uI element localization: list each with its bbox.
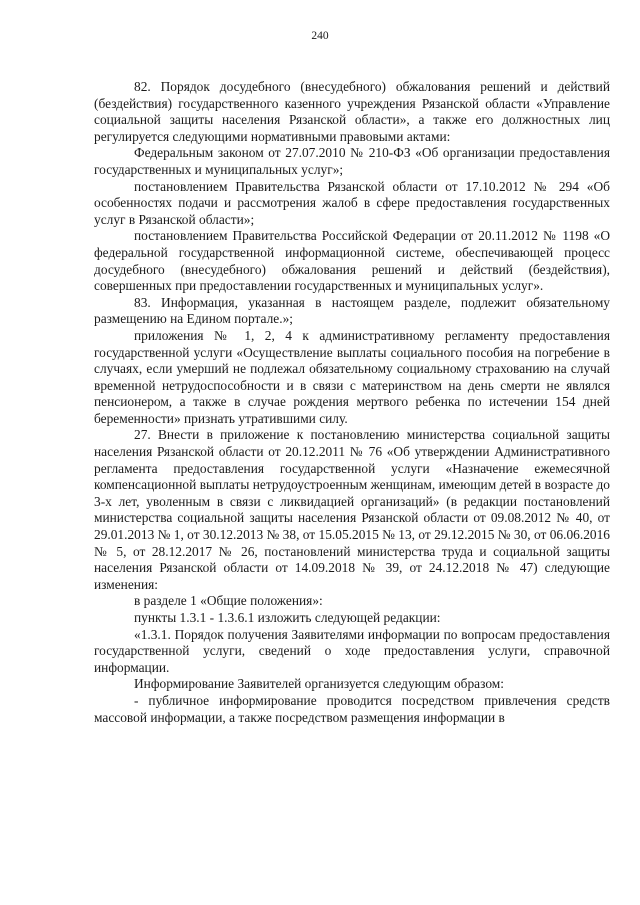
paragraph-ryazan-resolution: постановлением Правительства Рязанской области от 17.10.2012 № 294 «Об особенностях подачи и рассмотрения жалоб в сфере предоставления государственных услуг в Рязанской области»; <box>94 178 610 227</box>
paragraph-83-information: 83. Информация, указанная в настоящем разделе, подлежит обязательному размещению на Едином портале.»; <box>94 294 610 327</box>
paragraph-section-1: в разделе 1 «Общие положения»: <box>134 593 323 609</box>
document-body <box>94 79 610 726</box>
paragraph-rf-resolution: постановлением Правительства Российской Федерации от 20.11.2012 № 1198 «О федеральной государственной информационной системе, обеспечивающей процесс досудебного (внесудебного) обжалования решений и действий (бездействия), совершенных при предоставлении государственных и муниципальных услуг». <box>94 228 610 294</box>
paragraph-public-informing: - публичное информирование проводится посредством привлечения средств массовой информации, а также посредством размещения информации в <box>94 692 610 725</box>
paragraph-27-amendments: 27. Внести в приложение к постановлению министерства социальной защиты населения Рязанской области от 20.12.2011 № 76 «Об утверждении Административного регламента предоставления государственной услуги «Назначение ежемесячной компенсационной выплаты нетрудоустроенным женщинам, имеющим детей в возрасте до 3-х лет, уволенным в связи с ликвидацией организаций» (в редакции постановлений министерства социальной защиты населения Рязанской области от 09.08.2012 № 40, от 29.01.2013 № 1, от 30.12.2013 № 38, от 15.05.2015 № 13, от 29.12.2015 № 30, от 06.06.2016 № 5, от 28.12.2017 № 26, постановлений министерства труда и социальной защиты населения Рязанской области от 14.09.2018 № 39, от 24.12.2018 № 47) следующие изменения: <box>94 427 610 592</box>
paragraph-1-3-1: «1.3.1. Порядок получения Заявителями информации по вопросам предоставления государственной услуги, сведений о ходе предоставления услуги, справочной информации. <box>94 626 610 675</box>
paragraph-federal-law: Федеральным законом от 27.07.2010 № 210-ФЗ «Об организации предоставления государственных и муниципальных услуг»; <box>94 145 610 177</box>
paragraph-points-redaction: пункты 1.3.1 - 1.3.6.1 изложить следующей редакции: <box>134 610 441 625</box>
page-number: 240 <box>311 30 329 42</box>
paragraph-82-appeal-procedure: 82. Порядок досудебного (внесудебного) обжалования решений и действий (бездействия) государственного казенного учреждения Рязанской области «Управление социальной защиты населения Рязанской области», а также его должностных лиц регулируется следующими нормативными правовыми актами: <box>94 79 610 144</box>
paragraph-annexes-invalid: приложения № 1, 2, 4 к административному регламенту предоставления государственной услуги «Осуществление выплаты социального пособия на погребение в случаях, если умерший не подлежал обязательному социальному страхованию на случай временной нетрудоспособности и в связи с материнством на день смерти не являлся пенсионером, а также в случае рождения мертвого ребенка по истечении 154 дней беременности» признать утратившими силу. <box>94 327 610 426</box>
paragraph-informing: Информирование Заявителей организуется следующим образом: <box>134 676 504 692</box>
